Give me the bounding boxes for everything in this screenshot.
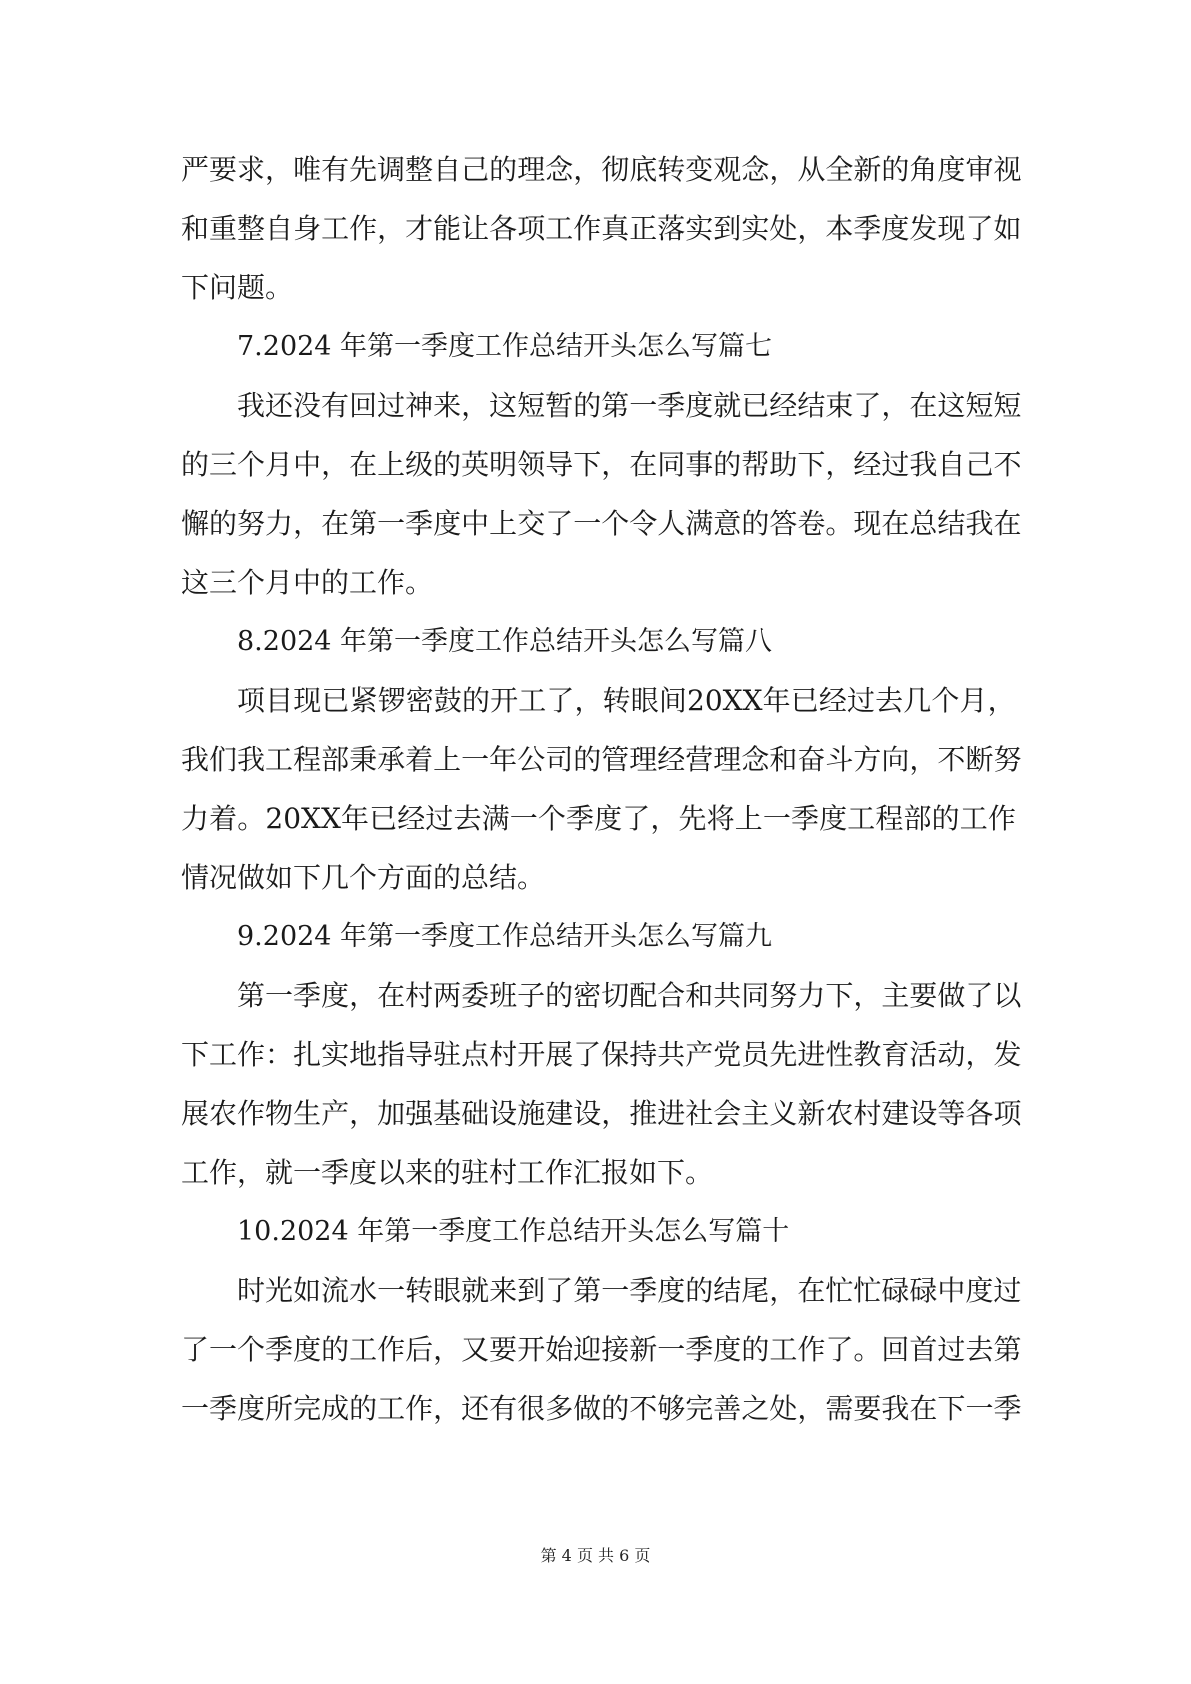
body-line: 工作，就一季度以来的驻村工作汇报如下。	[181, 1156, 714, 1189]
body-line: 我 们 我 工 程 部 秉 承 着 上 一 年 公 司 的 管 理 经 营 理 念 和 奋 斗 方 向 ， 不 断 努	[181, 743, 1022, 776]
body-line: 懈 的 努 力 ， 在 第 一 季 度 中 上 交 了 一 个 令 人 满 意 的 答 卷 。 现 在 总 结 我 在	[181, 507, 1022, 540]
body-line: 第 一 季 度 ， 在 村 两 委 班 子 的 密 切 配 合 和 共 同 努 力 下 ， 主 要 做 了 以	[237, 979, 1022, 1012]
body-line: 严 要 求 ， 唯 有 先 调 整 自 己 的 理 念 ， 彻 底 转 变 观 念 ， 从 全 新 的 角 度 审 视	[181, 153, 1022, 186]
page-number-footer: 第 4 页 共 6 页	[540, 1546, 651, 1565]
body-line: 情况做如下几个方面的总结。	[181, 861, 546, 894]
body-line: 这三个月中的工作。	[181, 566, 434, 599]
body-line: 展 农 作 物 生 产 ， 加 强 基 础 设 施 建 设 ， 推 进 社 会 主 义 新 农 村 建 设 等 各 项	[181, 1097, 1022, 1130]
body-line: 力 着 。 20XX 年 已 经 过 去 满 一 个 季 度 了 ， 先 将 上 一 季 度 工 程 部 的 工 作	[181, 802, 1016, 835]
section-heading: 8.2024 年第一季度工作总结开头怎么写篇八	[237, 626, 773, 657]
section-heading: 9.2024 年第一季度工作总结开头怎么写篇九	[237, 921, 773, 952]
body-line: 下 工 作 ： 扎 实 地 指 导 驻 点 村 开 展 了 保 持 共 产 党 员 先 进 性 教 育 活 动 ， 发	[181, 1038, 1022, 1071]
body-line: 时 光 如 流 水 一 转 眼 就 来 到 了 第 一 季 度 的 结 尾 ， 在 忙 忙 碌 碌 中 度 过	[237, 1274, 1022, 1307]
body-line: 项 目 现 已 紧 锣 密 鼓 的 开 工 了 ， 转 眼 间 20XX 年 已 经 过 去 几 个 月 ，	[237, 684, 1016, 717]
body-line: 的 三 个 月 中 ， 在 上 级 的 英 明 领 导 下 ， 在 同 事 的 帮 助 下 ， 经 过 我 自 己 不	[181, 448, 1022, 481]
body-line: 我 还 没 有 回 过 神 来 ， 这 短 暂 的 第 一 季 度 就 已 经 结 束 了 ， 在 这 短 短	[237, 389, 1022, 422]
body-line: 一 季 度 所 完 成 的 工 作 ， 还 有 很 多 做 的 不 够 完 善 之 处 ， 需 要 我 在 下 一 季	[181, 1392, 1022, 1425]
body-line: 了 一 个 季 度 的 工 作 后 ， 又 要 开 始 迎 接 新 一 季 度 的 工 作 了 。 回 首 过 去 第	[181, 1333, 1022, 1366]
document-body	[181, 140, 1022, 1438]
body-line: 下问题。	[181, 271, 294, 304]
body-line: 和 重 整 自 身 工 作 ， 才 能 让 各 项 工 作 真 正 落 实 到 实 处 ， 本 季 度 发 现 了 如	[181, 212, 1022, 245]
section-heading: 7.2024 年第一季度工作总结开头怎么写篇七	[237, 331, 773, 362]
section-heading: 10.2024 年第一季度工作总结开头怎么写篇十	[237, 1216, 790, 1247]
